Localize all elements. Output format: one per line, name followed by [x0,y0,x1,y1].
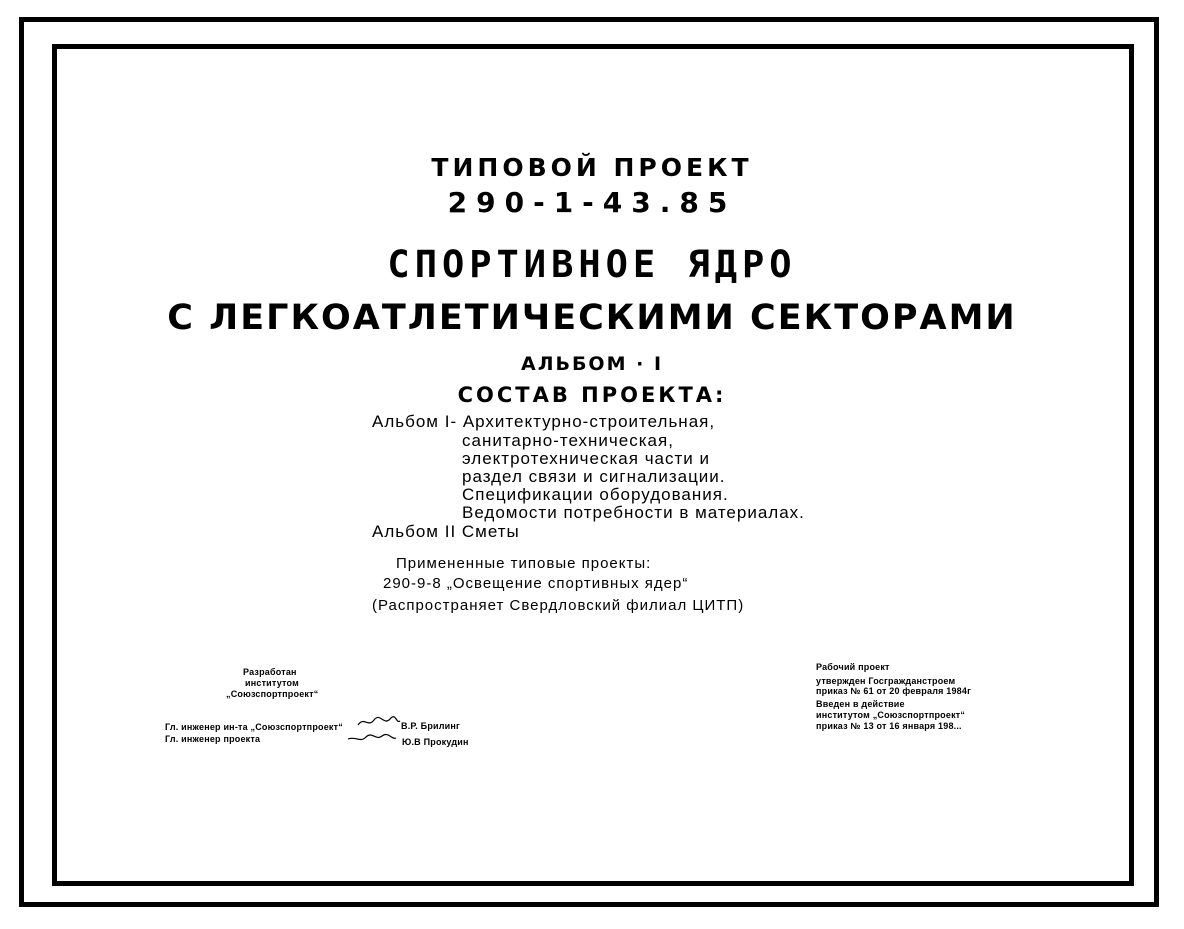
chief-engineer-signature [356,714,402,730]
chief-engineer-role: Гл. инженер ин-та „Союзспортпроект“ [165,722,343,732]
project-type-heading: ТИПОВОЙ ПРОЕКТ [431,153,753,182]
approval-line-4: Введен в действие [816,699,905,709]
album-label: АЛЬБОМ · I [520,353,664,375]
approval-line-2: утвержден Госгражданстроем [816,676,956,686]
composition-heading: СОСТАВ ПРОЕКТА: [457,383,727,407]
developer-line-2: институтом [245,678,299,688]
project-engineer-name: Ю.В Прокудин [402,737,469,747]
developer-line-1: Разработан [243,667,297,677]
album-1-title: Альбом I- Архитектурно-строительная, [372,412,716,431]
distribution-note: (Распространяет Свердловский филиал ЦИТП) [372,597,745,614]
approval-line-3: приказ № 61 от 20 февраля 1984г [816,686,972,696]
approval-line-5: институтом „Союзспортпроект“ [816,710,966,720]
title-line-1: СПОРТИВНОЕ ЯДРО [387,243,797,286]
project-engineer-role: Гл. инженер проекта [165,734,261,744]
applied-projects-heading: Примененные типовые проекты: [396,555,652,572]
chief-engineer-name: В.Р. Брилинг [401,721,460,731]
applied-project-item: 290-9-8 „Освещение спортивных ядер“ [383,575,689,592]
album-1-line: санитарно-техническая, [462,431,674,450]
title-line-2: С ЛЕГКОАТЛЕТИЧЕСКИМИ СЕКТОРАМИ [167,298,1017,338]
album-1-line: Спецификации оборудования. [462,485,729,504]
album-2-title: Альбом II Сметы [372,522,520,541]
approval-line-6: приказ № 13 от 16 января 198... [816,721,962,731]
album-1-line: раздел связи и сигнализации. [462,467,726,486]
album-1-line: Ведомости потребности в материалах. [462,503,805,522]
approval-line-1: Рабочий проект [816,662,890,672]
album-1-line: электротехническая части и [462,449,711,468]
developer-line-3: „Союзспортпроект“ [226,689,319,699]
project-number: 290-1-43.85 [447,186,737,219]
project-engineer-signature [346,730,398,746]
